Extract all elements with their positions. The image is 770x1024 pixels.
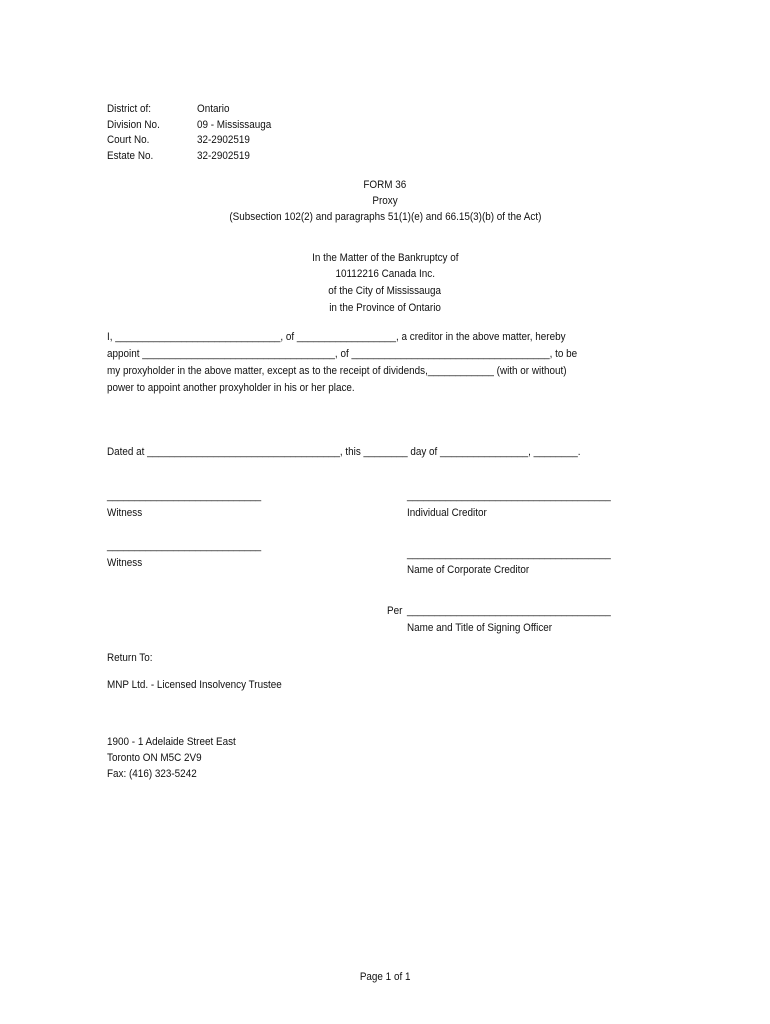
matter-city: of the City of Mississauga — [328, 285, 442, 297]
estate-value: 32-2902519 — [197, 150, 250, 162]
body-line-1: I, ______________________________, of __________________, a creditor in the above matter, hereby — [107, 331, 566, 343]
form-number: FORM 36 — [363, 179, 407, 191]
body-line-3: my proxyholder in the above matter, except as to the receipt of dividends,____________ (with or without) — [107, 365, 567, 377]
witness-2-label: Witness — [107, 557, 143, 569]
court-label: Court No. — [107, 134, 150, 146]
witness-1-signature-line: ____________________________ — [107, 490, 262, 502]
individual-creditor-signature-line: _____________________________________ — [407, 490, 611, 502]
fax-number: Fax: (416) 323-5242 — [107, 768, 197, 780]
form-name: Proxy — [372, 195, 398, 207]
district-value: Ontario — [197, 103, 230, 115]
address-line-1: 1900 - 1 Adelaide Street East — [107, 736, 236, 748]
matter-line: In the Matter of the Bankruptcy of — [311, 252, 459, 264]
page-number: Page 1 of 1 — [359, 971, 411, 983]
witness-2-signature-line: ____________________________ — [107, 540, 262, 552]
estate-label: Estate No. — [107, 150, 154, 162]
body-line-4: power to appoint another proxyholder in his or her place. — [107, 382, 355, 394]
per-label: Per — [387, 605, 403, 617]
court-value: 32-2902519 — [197, 134, 250, 146]
dated-line: Dated at ___________________________________, this ________ day of ________________, ________. — [107, 446, 581, 458]
signing-officer-signature-line: _____________________________________ — [407, 605, 611, 617]
witness-1-label: Witness — [107, 507, 143, 519]
trustee-name: MNP Ltd. - Licensed Insolvency Trustee — [107, 679, 282, 691]
corporate-creditor-label: Name of Corporate Creditor — [407, 564, 530, 576]
matter-company: 10112216 Canada Inc. — [335, 268, 435, 280]
individual-creditor-label: Individual Creditor — [407, 507, 487, 519]
division-label: Division No. — [107, 119, 160, 131]
corporate-creditor-signature-line: _____________________________________ — [407, 548, 611, 560]
matter-province: in the Province of Ontario — [329, 302, 441, 314]
return-to-label: Return To: — [107, 652, 153, 664]
body-line-2: appoint ___________________________________, of ____________________________________, to be — [107, 348, 578, 360]
division-value: 09 - Mississauga — [197, 119, 272, 131]
district-label: District of: — [107, 103, 152, 115]
form-subsection: (Subsection 102(2) and paragraphs 51(1)(e) and 66.15(3)(b) of the Act) — [228, 211, 542, 223]
address-line-2: Toronto ON M5C 2V9 — [107, 752, 202, 764]
signing-officer-label: Name and Title of Signing Officer — [407, 622, 553, 634]
